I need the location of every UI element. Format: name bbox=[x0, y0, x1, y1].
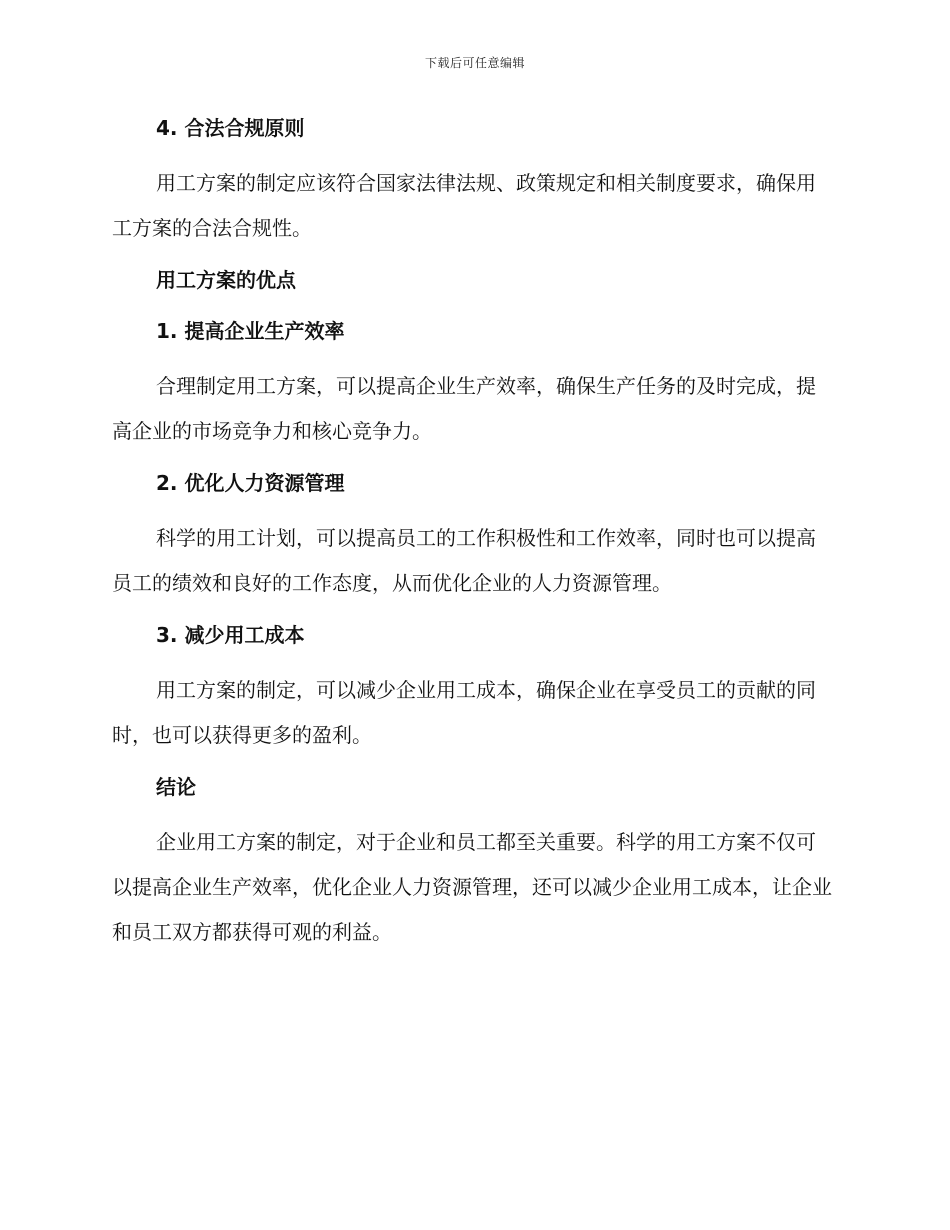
section-heading-efficiency: 1. 提高企业生产效率 bbox=[156, 319, 345, 343]
section-heading-cost-reduction: 3. 减少用工成本 bbox=[156, 623, 305, 647]
conclusion-paragraph: 企业用工方案的制定，对于企业和员工都至关重要。科学的用工方案不仅可以提高企业生产效率，优化企业人力资源管理，还可以减少企业用工成本，让企业和员工双方都获得可观的利益。 bbox=[112, 830, 832, 944]
paragraph-cost-reduction: 用工方案的制定，可以减少企业用工成本，确保企业在享受员工的贡献的同时，也可以获得更多的盈利。 bbox=[112, 678, 816, 747]
advantages-title: 用工方案的优点 bbox=[156, 268, 296, 292]
conclusion-heading: 结论 bbox=[156, 775, 196, 799]
paragraph-hr-management: 科学的用工计划，可以提高员工的工作积极性和工作效率，同时也可以提高员工的绩效和良好的工作态度，从而优化企业的人力资源管理。 bbox=[112, 526, 816, 595]
paragraph-legal-compliance: 用工方案的制定应该符合国家法律法规、政策规定和相关制度要求，确保用工方案的合法合规性。 bbox=[112, 171, 816, 240]
page-header-note: 下载后可任意编辑 bbox=[424, 56, 525, 70]
section-heading-hr-management: 2. 优化人力资源管理 bbox=[156, 471, 345, 495]
document-body bbox=[112, 110, 832, 955]
paragraph-efficiency: 合理制定用工方案，可以提高企业生产效率，确保生产任务的及时完成，提高企业的市场竞争力和核心竞争力。 bbox=[112, 374, 816, 443]
section-heading-legal-compliance: 4. 合法合规原则 bbox=[156, 116, 305, 140]
